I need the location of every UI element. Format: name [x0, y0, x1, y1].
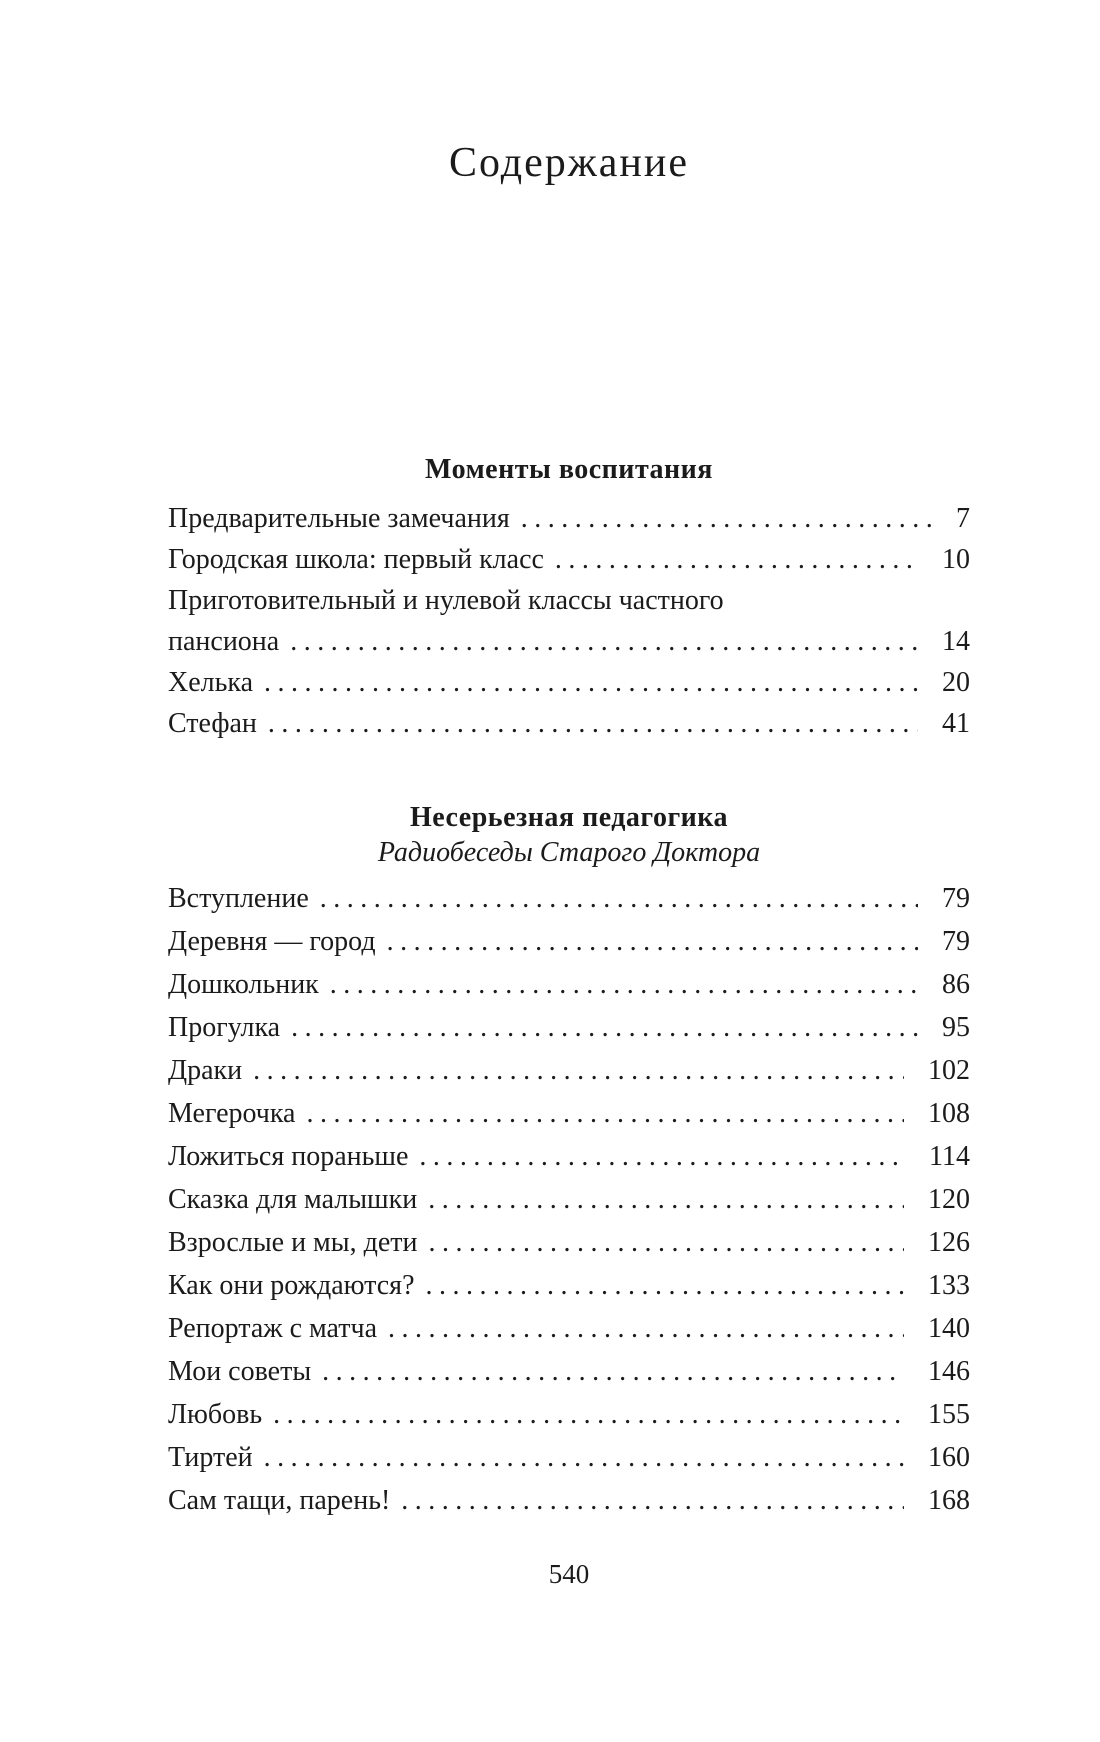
- toc-dot-leader: [401, 1479, 904, 1522]
- toc-entry-page-number: 146: [928, 1356, 970, 1387]
- toc-entry-row: [168, 1221, 970, 1264]
- toc-entry-label: Хелька: [168, 667, 253, 698]
- toc-dot-leader: [273, 1393, 904, 1436]
- text-column: [168, 0, 970, 1589]
- toc-dot-leader: [290, 621, 918, 662]
- toc-entry-label: Сказка для малышки: [168, 1184, 418, 1215]
- toc-entry-page-number: 14: [942, 626, 970, 657]
- toc-entry-page-number: 86: [942, 969, 970, 1000]
- toc-entry-row: [168, 621, 970, 662]
- toc-entry-row: [168, 1178, 970, 1221]
- toc-entry-row: [168, 1049, 970, 1092]
- toc-entry-label: Любовь: [168, 1399, 263, 1430]
- toc-entry-page-number: 160: [928, 1442, 970, 1473]
- toc-dot-leader: [264, 1436, 904, 1479]
- toc-entry-page-number: 20: [942, 667, 970, 698]
- toc-sections: [168, 453, 970, 1522]
- toc-entry-label-line1: Приготовительный и нулевой классы частного: [168, 585, 724, 616]
- toc-dot-leader: [419, 1135, 905, 1178]
- toc-entry-row: [168, 1135, 970, 1178]
- toc-dot-leader: [428, 1178, 904, 1221]
- toc-entry-row: [168, 1393, 970, 1436]
- book-folio-page-number: 540: [548, 1559, 590, 1589]
- toc-entry-label: Репортаж с матча: [168, 1313, 378, 1344]
- toc-dot-leader: [264, 662, 918, 703]
- toc-entry-page-number: 120: [928, 1184, 970, 1215]
- toc-dot-leader: [306, 1092, 904, 1135]
- toc-dot-leader: [521, 498, 932, 539]
- toc-entry-label: Тиртей: [168, 1442, 253, 1473]
- toc-entry-row: [168, 877, 970, 920]
- toc-entry-page-number: 126: [928, 1227, 970, 1258]
- toc-entry-row: [168, 703, 970, 744]
- toc-dot-leader: [320, 877, 918, 920]
- toc-entry-page-number: 10: [942, 544, 970, 575]
- toc-entry-label: Драки: [168, 1055, 243, 1086]
- toc-entry-rows: [168, 498, 970, 744]
- toc-entry-row: [168, 1092, 970, 1135]
- toc-dot-leader: [291, 1006, 918, 1049]
- toc-entry-rows: [168, 877, 970, 1522]
- toc-dot-leader: [330, 963, 918, 1006]
- toc-entry-row: [168, 963, 970, 1006]
- toc-entry-label: Мои советы: [168, 1356, 312, 1387]
- toc-dot-leader: [388, 1307, 904, 1350]
- toc-entry-page-number: 168: [928, 1485, 970, 1516]
- toc-entry-label: пансиона: [168, 626, 280, 657]
- toc-entry-label: Прогулка: [168, 1012, 281, 1043]
- toc-dot-leader: [555, 539, 918, 580]
- toc-entry-label: Сам тащи, парень!: [168, 1485, 391, 1516]
- toc-entry-page-number: 114: [929, 1141, 970, 1172]
- toc-entry-page-number: 133: [928, 1270, 970, 1301]
- toc-entry-page-number: 102: [928, 1055, 970, 1086]
- toc-section-heading: Моменты воспитания: [425, 454, 713, 485]
- toc-entry-row: [168, 1436, 970, 1479]
- toc-entry-label: Вступление: [168, 883, 309, 914]
- page-title: Содержание: [448, 140, 690, 186]
- toc-dot-leader: [253, 1049, 904, 1092]
- toc-entry-row: [168, 1350, 970, 1393]
- toc-entry-page-number: 7: [956, 503, 970, 534]
- toc-entry-label: Городская школа: первый класс: [168, 544, 544, 575]
- toc-entry-page-number: 155: [928, 1399, 970, 1430]
- toc-section: [168, 453, 970, 744]
- toc-dot-leader: [428, 1221, 904, 1264]
- toc-dot-leader: [268, 703, 918, 744]
- toc-entry-label: Стефан: [168, 708, 257, 739]
- toc-entry-label: Предварительные замечания: [168, 503, 510, 534]
- toc-entry-row: [168, 498, 970, 539]
- toc-entry-row: [168, 1479, 970, 1522]
- toc-entry-page-number: 79: [942, 926, 970, 957]
- toc-section-subheading: Радиобеседы Старого Доктора: [377, 837, 761, 868]
- toc-entry-row: [168, 920, 970, 963]
- toc-dot-leader: [387, 920, 918, 963]
- toc-entry-row: [168, 662, 970, 703]
- toc-entry-row-continued: [168, 580, 970, 621]
- toc-dot-leader: [426, 1264, 905, 1307]
- toc-entry-row: [168, 1264, 970, 1307]
- toc-entry-label: Мегерочка: [168, 1098, 296, 1129]
- toc-entry-label: Ложиться пораньше: [168, 1141, 409, 1172]
- toc-entry-label: Деревня — город: [168, 926, 376, 957]
- toc-entry-row: [168, 1006, 970, 1049]
- toc-dot-leader: [322, 1350, 904, 1393]
- toc-entry-label: Как они рождаются?: [168, 1270, 415, 1301]
- toc-entry-row: [168, 1307, 970, 1350]
- toc-entry-row: [168, 539, 970, 580]
- toc-entry-page-number: 41: [942, 708, 970, 739]
- toc-entry-page-number: 79: [942, 883, 970, 914]
- toc-section-heading: Несерьезная педагогика: [409, 802, 728, 833]
- toc-entry-label: Взрослые и мы, дети: [168, 1227, 418, 1258]
- toc-section: [168, 801, 970, 1522]
- toc-entry-page-number: 140: [928, 1313, 970, 1344]
- toc-entry-page-number: 108: [928, 1098, 970, 1129]
- toc-entry-label: Дошкольник: [168, 969, 319, 1000]
- toc-entry-page-number: 95: [942, 1012, 970, 1043]
